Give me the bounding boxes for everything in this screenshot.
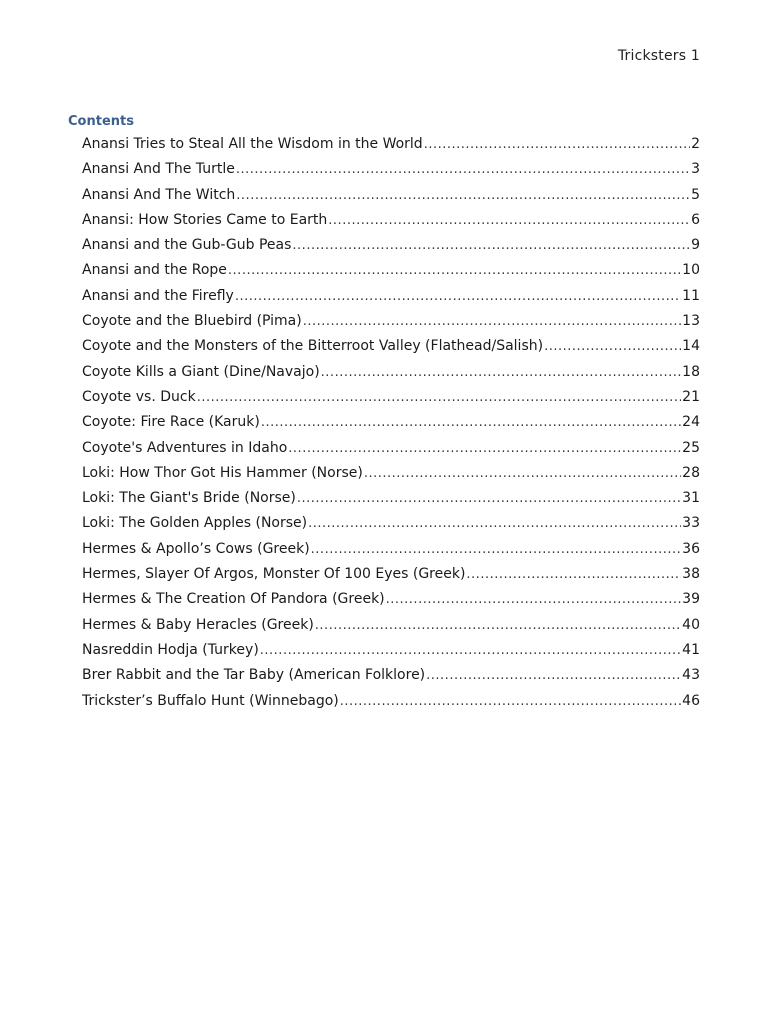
toc-entry-page-number: 25 <box>682 439 700 456</box>
toc-entry-page-number: 6 <box>691 211 700 228</box>
toc-entry[interactable] <box>82 511 700 536</box>
toc-entry-page-number: 41 <box>682 641 700 658</box>
toc-entry-title: Hermes & The Creation Of Pandora (Greek) <box>82 591 385 608</box>
toc-list <box>82 132 700 714</box>
toc-entry-title: Anansi and the Gub-Gub Peas <box>82 237 292 254</box>
toc-entry[interactable] <box>82 132 700 157</box>
toc-entry-title: Anansi and the Firefly <box>82 287 234 304</box>
toc-dot-leader <box>321 360 682 385</box>
toc-entry-title: Loki: The Giant's Bride (Norse) <box>82 490 296 507</box>
toc-entry-title: Brer Rabbit and the Tar Baby (American Folklore) <box>82 667 426 684</box>
toc-entry-title: Coyote: Fire Race (Karuk) <box>82 414 260 431</box>
toc-entry[interactable] <box>82 562 700 587</box>
toc-entry[interactable] <box>82 157 700 182</box>
toc-dot-leader <box>308 511 681 536</box>
toc-entry-page-number: 40 <box>682 616 700 633</box>
toc-entry-title: Anansi: How Stories Came to Earth <box>82 211 328 228</box>
toc-entry-title: Anansi And The Turtle <box>82 161 235 178</box>
toc-entry-page-number: 10 <box>682 262 700 279</box>
toc-entry[interactable] <box>82 436 700 461</box>
toc-dot-leader <box>303 309 681 334</box>
toc-entry-title: Loki: The Golden Apples (Norse) <box>82 515 308 532</box>
toc-dot-leader <box>235 284 681 309</box>
toc-entry[interactable] <box>82 385 700 410</box>
toc-dot-leader <box>297 486 681 511</box>
toc-entry-page-number: 9 <box>691 237 700 254</box>
toc-entry-title: Anansi And The Witch <box>82 186 236 203</box>
toc-entry[interactable] <box>82 638 700 663</box>
toc-entry[interactable] <box>82 208 700 233</box>
toc-entry-page-number: 31 <box>682 490 700 507</box>
toc-entry[interactable] <box>82 410 700 435</box>
toc-entry-page-number: 3 <box>691 161 700 178</box>
toc-dot-leader <box>544 334 681 359</box>
toc-entry-page-number: 46 <box>682 692 700 709</box>
toc-entry-page-number: 24 <box>682 414 700 431</box>
toc-entry-page-number: 11 <box>682 287 700 304</box>
toc-entry[interactable] <box>82 309 700 334</box>
toc-entry[interactable] <box>82 360 700 385</box>
toc-entry-page-number: 36 <box>682 540 700 557</box>
toc-entry[interactable] <box>82 537 700 562</box>
toc-dot-leader <box>197 385 681 410</box>
toc-entry-title: Coyote and the Bluebird (Pima) <box>82 313 302 330</box>
toc-entry-page-number: 18 <box>682 363 700 380</box>
toc-entry-page-number: 13 <box>682 313 700 330</box>
toc-entry-title: Coyote's Adventures in Idaho <box>82 439 288 456</box>
toc-dot-leader <box>292 233 690 258</box>
toc-entry-title: Coyote vs. Duck <box>82 388 196 405</box>
toc-entry-page-number: 38 <box>682 566 700 583</box>
toc-dot-leader <box>328 208 690 233</box>
toc-entry-page-number: 5 <box>691 186 700 203</box>
toc-dot-leader <box>315 613 681 638</box>
toc-dot-leader <box>288 436 681 461</box>
toc-entry-title: Anansi Tries to Steal All the Wisdom in the World <box>82 136 423 152</box>
toc-entry-title: Coyote Kills a Giant (Dine/Navajo) <box>82 363 320 380</box>
toc-entry-title: Trickster’s Buffalo Hunt (Winnebago) <box>82 692 339 709</box>
toc-entry-title: Coyote and the Monsters of the Bitterroot Valley (Flathead/Salish) <box>82 338 544 355</box>
toc-entry[interactable] <box>82 663 700 688</box>
running-header: Tricksters 1 <box>617 48 700 64</box>
toc-entry[interactable] <box>82 461 700 486</box>
toc-entry-title: Hermes & Apollo’s Cows (Greek) <box>82 540 310 557</box>
toc-dot-leader <box>364 461 681 486</box>
toc-entry-title: Hermes, Slayer Of Argos, Monster Of 100 Eyes (Greek) <box>82 566 466 583</box>
toc-entry-title: Nasreddin Hodja (Turkey) <box>82 641 259 658</box>
toc-entry-page-number: 21 <box>682 388 700 405</box>
toc-entry-page-number: 14 <box>682 338 700 355</box>
toc-dot-leader <box>466 562 681 587</box>
toc-dot-leader <box>426 663 681 688</box>
toc-entry-page-number: 2 <box>691 136 700 152</box>
toc-entry[interactable] <box>82 486 700 511</box>
toc-entry-page-number: 43 <box>682 667 700 684</box>
toc-dot-leader <box>236 157 690 182</box>
toc-dot-leader <box>228 258 681 283</box>
toc-dot-leader <box>260 638 681 663</box>
toc-dot-leader <box>340 689 681 714</box>
toc-heading: Contents <box>68 114 134 129</box>
toc-entry[interactable] <box>82 587 700 612</box>
toc-entry-title: Hermes & Baby Heracles (Greek) <box>82 616 314 633</box>
toc-entry-title: Loki: How Thor Got His Hammer (Norse) <box>82 464 363 481</box>
toc-entry[interactable] <box>82 284 700 309</box>
toc-entry[interactable] <box>82 233 700 258</box>
toc-entry-page-number: 28 <box>682 464 700 481</box>
toc-dot-leader <box>424 132 690 157</box>
toc-dot-leader <box>236 183 690 208</box>
toc-entry-title: Anansi and the Rope <box>82 262 227 279</box>
toc-entry[interactable] <box>82 183 700 208</box>
toc-dot-leader <box>261 410 681 435</box>
toc-entry[interactable] <box>82 613 700 638</box>
toc-dot-leader <box>386 587 682 612</box>
toc-dot-leader <box>311 537 682 562</box>
toc-entry[interactable] <box>82 334 700 359</box>
toc-entry[interactable] <box>82 689 700 714</box>
toc-entry-page-number: 39 <box>682 591 700 608</box>
toc-entry-page-number: 33 <box>682 515 700 532</box>
toc-entry[interactable] <box>82 258 700 283</box>
